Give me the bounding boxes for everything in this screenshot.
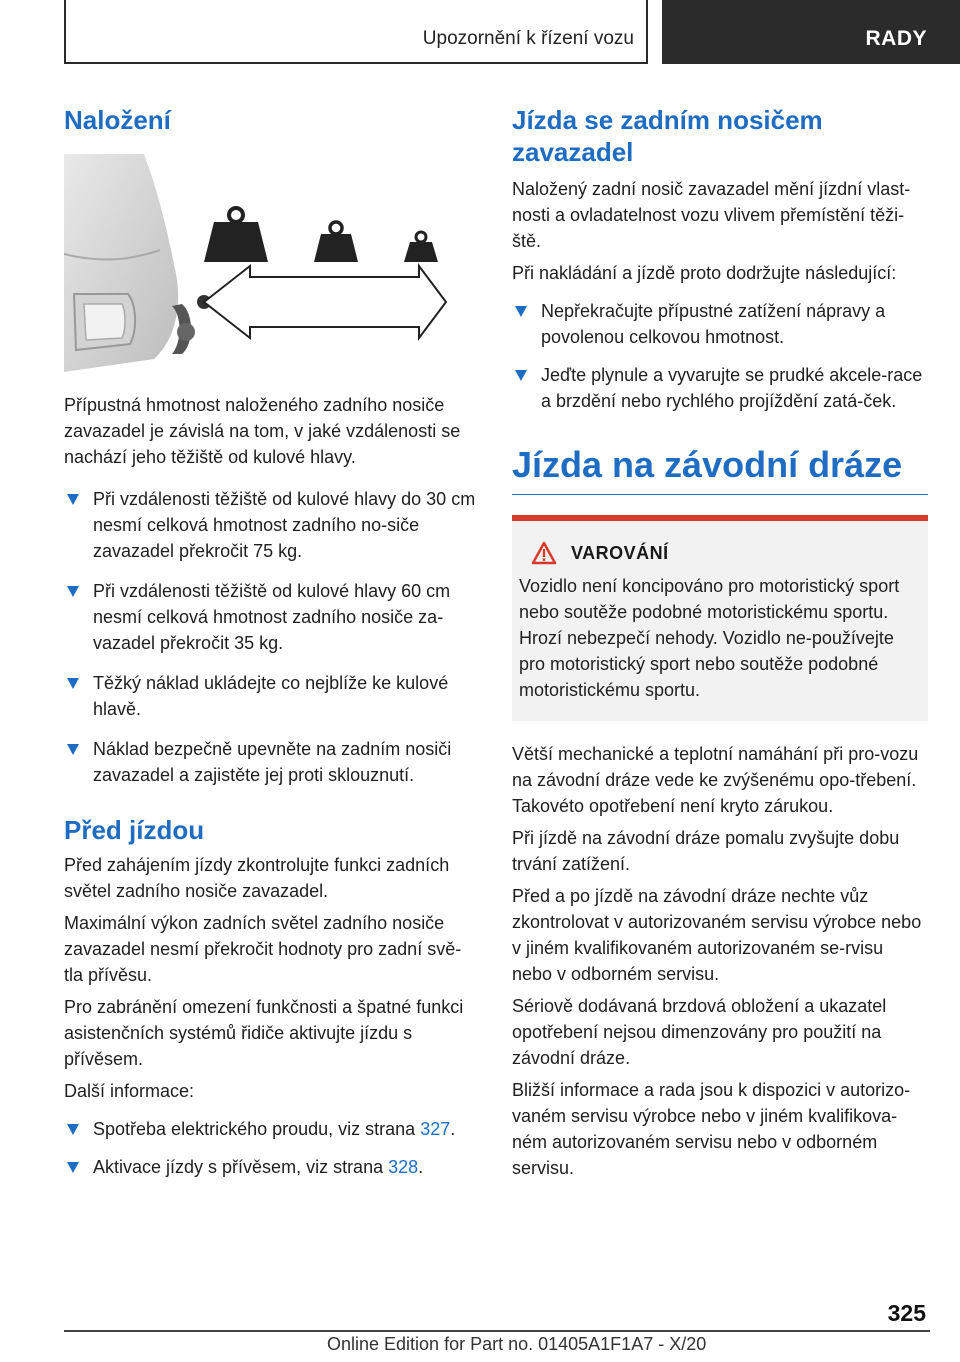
list-item: Nepřekračujte přípustné zatížení nápravy a povolenou celkovou hmotnost. xyxy=(512,298,928,350)
bullet-triangle-icon xyxy=(67,494,79,505)
bullet-triangle-icon xyxy=(67,744,79,755)
page-number: 325 xyxy=(887,1300,926,1326)
warning-text: Vozidlo není koncipováno pro motoristický sport nebo soutěže podobné motoristickému sportu. Hrozí nebezpečí nehody. Vozidlo ne‐používejte pro motoristický sport nebo soutěže podobné motoristickému sportu. xyxy=(519,576,900,700)
warning-header xyxy=(519,541,921,565)
warning-box xyxy=(512,515,928,721)
list-item: Při vzdálenosti těžiště od kulové hlavy 60 cm nesmí celková hmotnost zadního nosiče za‐vazadel překročit 35 kg. xyxy=(64,578,478,656)
track-para-1: Větší mechanické a teplotní namáhání při pro‐vozu na závodní dráze vede ke zvýšenému opo‐třebení. Takovéto opotřebení není kryto zárukou. xyxy=(512,744,919,816)
list-item: Při vzdálenosti těžiště od kulové hlavy do 30 cm nesmí celková hmotnost zadního no‐siče zavazadel překročit 75 kg. xyxy=(64,486,478,564)
list-item: Jeďte plynule a vyvarujte se prudké akcele‐race a brzdění nebo rychlého projíždění zatá‐ček. xyxy=(512,362,928,414)
left-column xyxy=(64,100,478,1180)
bullet-triangle-icon xyxy=(515,370,527,381)
more-info-label: Další informace: xyxy=(64,1081,195,1101)
heading-before-driving: Před jízdou xyxy=(64,815,205,845)
chapter-label: RADY xyxy=(865,27,927,50)
before-para-3: Pro zabránění omezení funkčnosti a špatné funkci asistenčních systémů řidiče aktivujte jízdu s přívěsem. xyxy=(64,997,464,1069)
track-para-3: Před a po jízdě na závodní dráze nechte vůz zkontrolovat v autorizovaném servisu výrobce nebo v jiném kvalifikovaném autorizovaném se‐rvisu nebo v odborném servisu. xyxy=(512,886,922,984)
list-item: Aktivace jízdy s přívěsem, viz strana 328. xyxy=(64,1154,478,1180)
bullet-triangle-icon xyxy=(67,586,79,597)
section-title: Upozornění k řízení vozu xyxy=(422,28,634,49)
bullet-triangle-icon xyxy=(67,678,79,689)
edition-footer: Online Edition for Part no. 01405A1F1A7 - X/20 xyxy=(327,1334,707,1354)
rear-para-1: Naložený zadní nosič zavazadel mění jízdní vlast‐nosti a ovladatelnost vozu vlivem přemístění těži‐ště. xyxy=(512,179,911,251)
footer-rule xyxy=(64,1330,930,1332)
loading-list xyxy=(64,486,478,788)
bullet-triangle-icon xyxy=(515,306,527,317)
list-item: Těžký náklad ukládejte co nejblíže ke kulové hlavě. xyxy=(64,670,478,722)
track-para-5: Bližší informace a rada jsou k dispozici v autorizo‐vaném servisu výrobce nebo v jiném kvalifikova‐ném autorizovaném servisu nebo v odborném servisu. xyxy=(512,1080,911,1178)
heading-loading: Naložení xyxy=(64,105,171,135)
rear-para-2: Při nakládání a jízdě proto dodržujte následující: xyxy=(512,263,897,283)
list-item: Náklad bezpečně upevněte na zadním nosiči zavazadel a zajistěte jej proti sklouznutí. xyxy=(64,736,478,788)
warning-triangle-icon xyxy=(531,541,557,565)
heading-race-track: Jízda na závodní dráze xyxy=(512,444,928,495)
track-para-2: Při jízdě na závodní dráze pomalu zvyšujte dobu trvání zatížení. xyxy=(512,828,900,874)
before-para-1: Před zahájením jízdy zkontrolujte funkci zadních světel zadního nosiče zavazadel. xyxy=(64,855,450,901)
heading-rear-carrier: Jízda se zadním nosičem zavazadel xyxy=(512,105,823,167)
rear-carrier-illustration xyxy=(64,154,478,372)
chapter-badge xyxy=(662,0,960,64)
right-column xyxy=(512,100,928,1181)
header-frame xyxy=(64,0,648,64)
page-link-328[interactable]: 328 xyxy=(388,1157,419,1177)
warning-title: VAROVÁNÍ xyxy=(571,542,669,563)
bullet-triangle-icon xyxy=(67,1124,79,1135)
more-info-list xyxy=(64,1116,478,1180)
page-link-327[interactable]: 327 xyxy=(420,1119,451,1139)
loading-intro: Přípustná hmotnost naloženého zadního nosiče zavazadel je závislá na tom, v jaké vzdálenosti se nachází jeho těžiště od kulové hlavy. xyxy=(64,395,461,467)
bullet-triangle-icon xyxy=(67,1162,79,1173)
list-item: Spotřeba elektrického proudu, viz strana 327. xyxy=(64,1116,478,1142)
track-para-4: Sériově dodávaná brzdová obložení a ukazatel opotřebení nejsou dimenzovány pro použití na závodní dráze. xyxy=(512,996,887,1068)
before-para-2: Maximální výkon zadních světel zadního nosiče zavazadel nesmí překročit hodnoty pro zadní svě‐tla přívěsu. xyxy=(64,913,462,985)
rear-list xyxy=(512,298,928,414)
